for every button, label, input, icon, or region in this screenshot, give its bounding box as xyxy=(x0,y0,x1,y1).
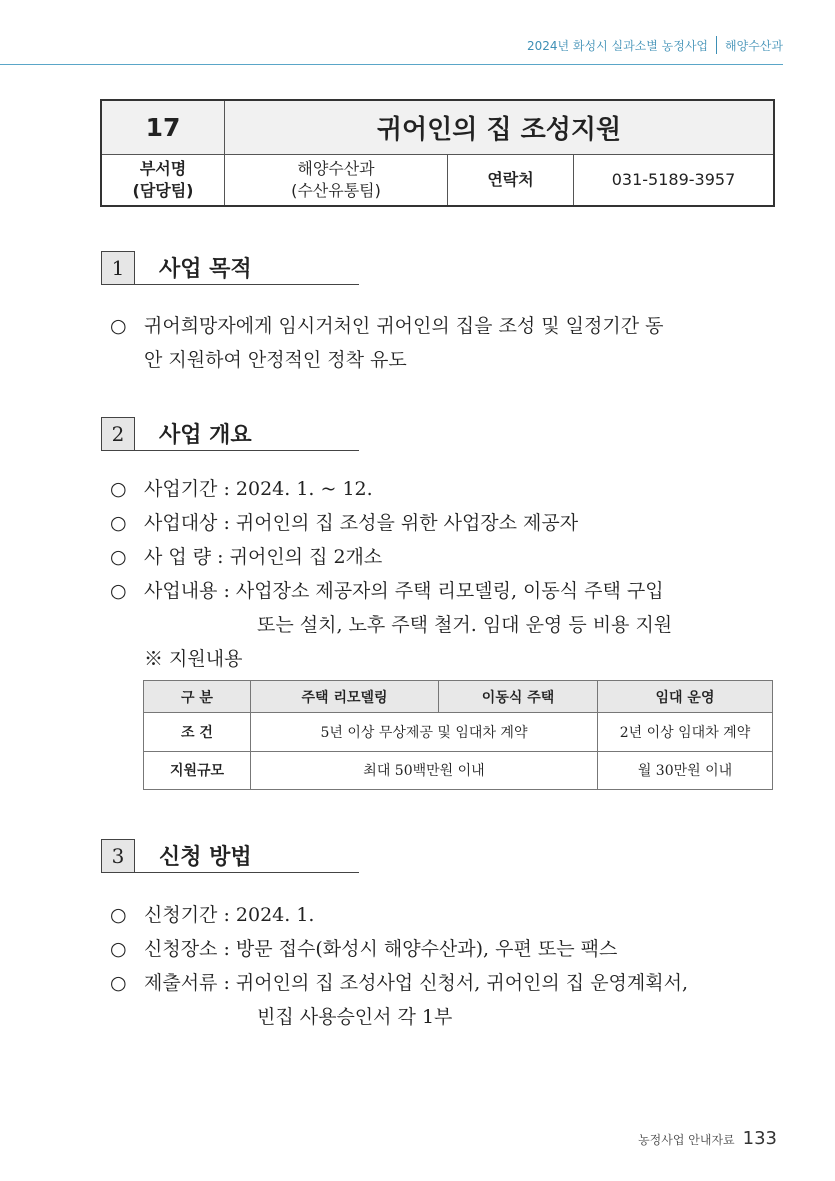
dept-label-2: (담당팀) xyxy=(132,181,194,200)
dept-value-1: 해양수산과 xyxy=(297,159,375,178)
dept-label-cell xyxy=(101,155,225,207)
support-cell: 최대 50백만원 이내 xyxy=(251,751,598,789)
section-number: 2 xyxy=(101,417,135,451)
bullet-icon: ○ xyxy=(110,546,127,568)
section-apply-heading xyxy=(101,838,359,873)
overview-content xyxy=(110,574,672,608)
section-title: 사업 개요 xyxy=(159,422,252,448)
running-header xyxy=(527,36,783,54)
support-header-rental: 임대 운영 xyxy=(598,681,773,713)
overview-content-text-1: 사업내용 : 사업장소 제공자의 주택 리모델링, 이동식 주택 구입 xyxy=(144,580,664,602)
section-title-wrap xyxy=(135,838,359,873)
section-overview-heading xyxy=(101,416,359,451)
bullet-icon: ○ xyxy=(110,580,127,602)
contact-label: 연락처 xyxy=(448,155,574,207)
overview-list xyxy=(110,472,672,676)
overview-target xyxy=(110,506,672,540)
purpose-paragraph xyxy=(110,309,663,377)
support-header-remodel: 주택 리모델링 xyxy=(251,681,439,713)
purpose-text-1: 귀어희망자에게 임시거처인 귀어인의 집을 조성 및 일정기간 동 xyxy=(144,315,664,337)
bullet-icon: ○ xyxy=(110,938,127,960)
support-cell: 월 30만원 이내 xyxy=(598,751,773,789)
support-note: ※ 지원내용 xyxy=(144,648,243,670)
bullet-icon: ○ xyxy=(110,972,127,994)
section-title-wrap xyxy=(135,416,359,451)
header-department: 해양수산과 xyxy=(725,38,783,53)
program-number: 17 xyxy=(101,100,225,155)
overview-amount-text: 사 업 량 : 귀어인의 집 2개소 xyxy=(144,546,383,568)
overview-period-text: 사업기간 : 2024. 1. ~ 12. xyxy=(144,478,373,500)
purpose-line-2: 안 지원하여 안정적인 정착 유도 xyxy=(144,349,407,371)
apply-docs xyxy=(110,966,688,1000)
apply-docs-cont: 빈집 사용승인서 각 1부 xyxy=(257,1006,453,1028)
overview-period xyxy=(110,472,672,506)
section-title: 신청 방법 xyxy=(159,844,252,870)
section-title-wrap xyxy=(135,250,359,285)
bullet-icon: ○ xyxy=(110,315,127,337)
bullet-icon: ○ xyxy=(110,512,127,534)
section-purpose-heading xyxy=(101,250,359,285)
dept-value-2: (수산유통팀) xyxy=(291,181,381,200)
section-number: 1 xyxy=(101,251,135,285)
apply-place xyxy=(110,932,688,966)
apply-list xyxy=(110,898,688,1034)
purpose-line-1 xyxy=(110,309,663,343)
program-title: 귀어인의 집 조성지원 xyxy=(225,100,775,155)
bullet-icon: ○ xyxy=(110,478,127,500)
dept-label-1: 부서명 xyxy=(139,159,187,178)
support-header-category: 구 분 xyxy=(144,681,251,713)
support-table xyxy=(143,680,773,790)
footer-label: 농정사업 안내자료 xyxy=(638,1133,735,1147)
apply-docs-text-1: 제출서류 : 귀어인의 집 조성사업 신청서, 귀어인의 집 운영계획서, xyxy=(144,972,689,994)
header-separator xyxy=(716,36,717,54)
page-number: 133 xyxy=(742,1128,777,1149)
support-row-label: 조 건 xyxy=(144,713,251,751)
bullet-icon: ○ xyxy=(110,904,127,926)
apply-place-text: 신청장소 : 방문 접수(화성시 해양수산과), 우편 또는 팩스 xyxy=(144,938,618,960)
overview-target-text: 사업대상 : 귀어인의 집 조성을 위한 사업장소 제공자 xyxy=(144,512,579,534)
dept-value-cell xyxy=(225,155,448,207)
section-number: 3 xyxy=(101,839,135,873)
support-cell: 2년 이상 임대차 계약 xyxy=(598,713,773,751)
header-doc-title: 2024년 화성시 실과소별 농정사업 xyxy=(526,38,709,53)
page-footer xyxy=(638,1128,777,1149)
support-row-label: 지원규모 xyxy=(144,751,251,789)
overview-content-cont: 또는 설치, 노후 주택 철거. 임대 운영 등 비용 지원 xyxy=(257,614,673,636)
program-info-table xyxy=(100,99,775,207)
overview-amount xyxy=(110,540,672,574)
section-title: 사업 목적 xyxy=(159,256,252,282)
support-cell: 5년 이상 무상제공 및 임대차 계약 xyxy=(251,713,598,751)
support-header-mobile: 이동식 주택 xyxy=(439,681,598,713)
contact-value: 031-5189-3957 xyxy=(574,155,775,207)
apply-period xyxy=(110,898,688,932)
apply-period-text: 신청기간 : 2024. 1. xyxy=(144,904,315,926)
